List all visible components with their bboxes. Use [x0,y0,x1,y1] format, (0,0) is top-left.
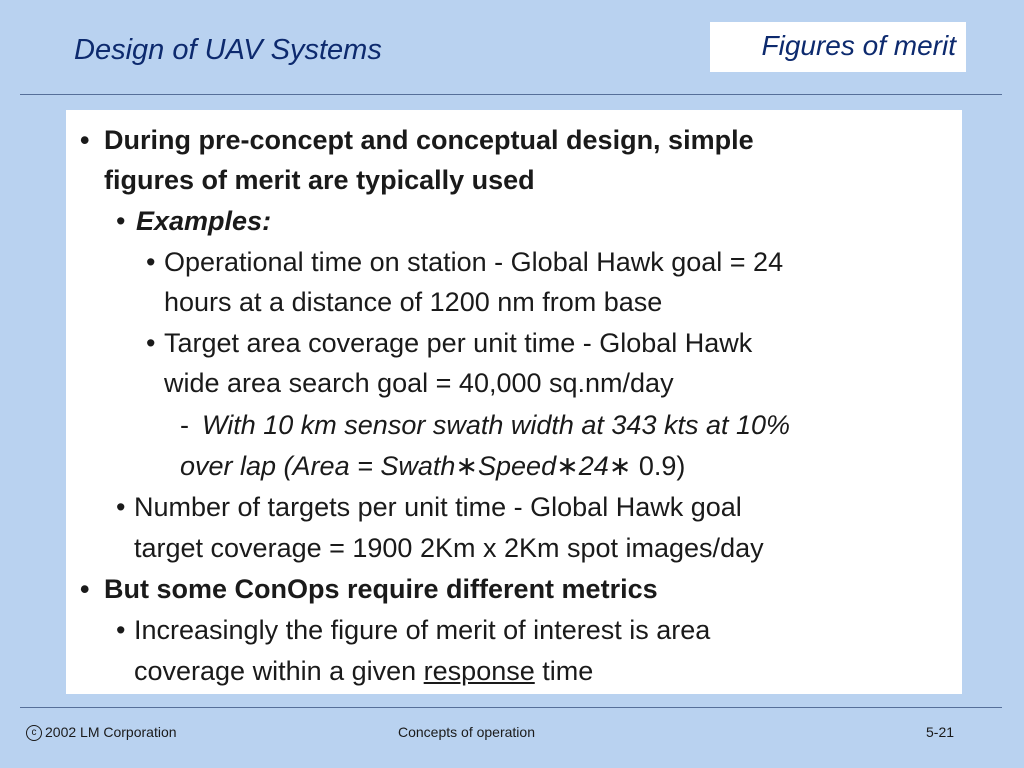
item-4-line-1: Increasingly the figure of merit of interest is area [134,615,711,645]
copyright-icon: c [26,725,42,741]
slide-title-box [710,22,966,72]
note-line-2-italic: over lap (Area = Swath∗Speed∗24∗ [180,451,639,481]
bullet-glyph: • [80,574,90,604]
item-3-line-2: target coverage = 1900 2Km x 2Km spot images/day [134,533,764,563]
bullet-glyph: • [146,247,156,277]
item-2-line-2: wide area search goal = 40,000 sq.nm/day [164,368,674,398]
bullet-glyph: • [80,125,90,155]
footer-section: Concepts of operation [398,724,535,740]
item-3-line-1: Number of targets per unit time - Global Hawk goal [134,492,742,522]
bullet-glyph: • [116,492,126,522]
note-line-2-plain: 0.9) [638,451,686,481]
bullet-glyph: • [116,206,126,236]
bullet-glyph: • [146,328,156,358]
note-line-1: With 10 km sensor swath width at 343 kts at 10% [202,410,791,440]
bullet-glyph: • [116,615,126,645]
footer-divider [20,707,1002,708]
item-4-line-2-end: time [534,656,594,686]
bullet-1-line-1: During pre-concept and conceptual design, simple [104,125,754,155]
item-1-line-1: Operational time on station - Global Hawk goal = 24 [164,247,784,277]
header-divider [20,94,1002,95]
item-4-line-2-start: coverage within a given [134,656,424,686]
slide-title: Figures of merit [761,30,956,61]
item-1-line-2: hours at a distance of 1200 nm from base [164,287,663,317]
examples-label: Examples: [136,206,272,236]
page-number: 5-21 [926,724,955,740]
item-4-line-2 [134,651,593,691]
note-line-2 [180,446,685,486]
bullet-1-line-2: figures of merit are typically used [104,165,535,195]
copyright-text: 2002 LM Corporation [45,724,177,740]
slide-content [66,110,962,694]
footer-copyright [26,724,177,741]
course-title: Design of UAV Systems [74,34,382,66]
item-2-line-1: Target area coverage per unit time - Global Hawk [164,328,753,358]
bullet-2-line-1: But some ConOps require different metrics [104,574,658,604]
response-underlined: response [423,656,535,686]
note-dash: - [180,410,189,440]
